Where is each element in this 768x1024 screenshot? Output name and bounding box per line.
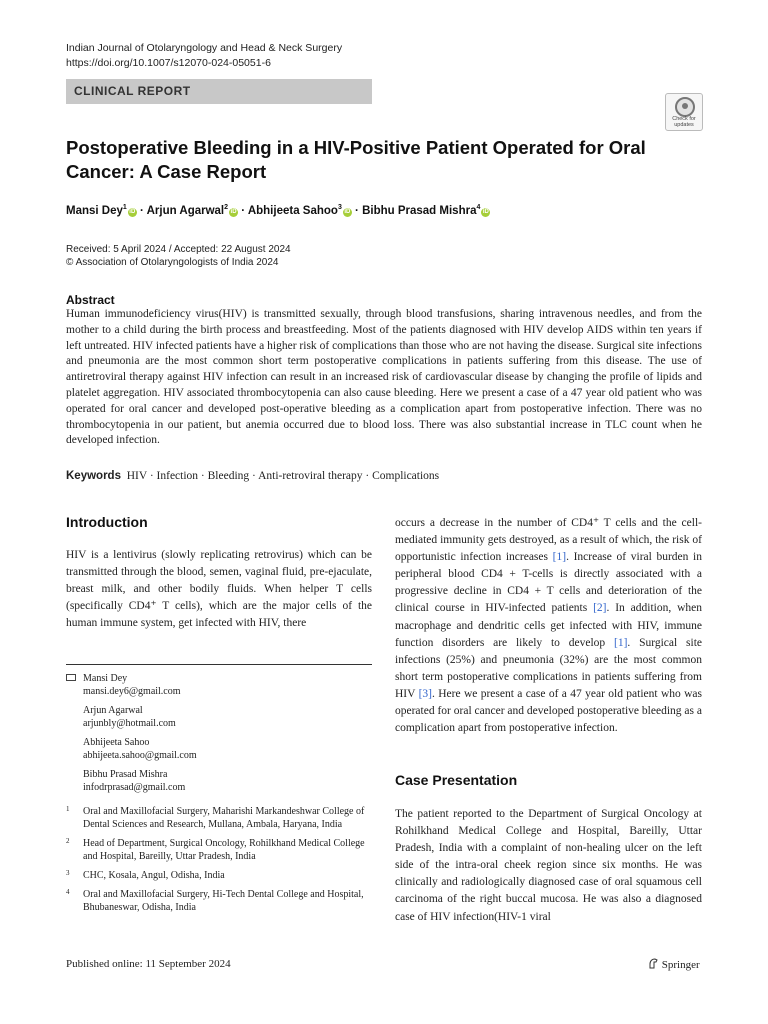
section-banner <box>66 79 372 104</box>
case-presentation-heading: Case Presentation <box>395 772 518 788</box>
contact-name: Bibhu Prasad Mishra <box>83 769 168 780</box>
contact-entry <box>66 768 197 794</box>
affiliation-item <box>66 805 366 831</box>
keywords-list: HIV · Infection · Bleeding · Anti-retroviral therapy · Complications <box>126 470 440 482</box>
contact-entry <box>66 672 197 698</box>
orcid-icon[interactable]: iD <box>482 208 489 215</box>
body-text: . Increase of viral burden in peripheral blood CD4 + T-cells is directly associated with a progressive decline in CD4 + T cells and deterioration of the clinical course in HIV-infected patients <box>395 551 702 615</box>
affiliation-item <box>66 837 366 863</box>
keywords-label: Keywords <box>66 470 121 482</box>
contact-email[interactable]: abhijeeta.sahoo@gmail.com <box>83 750 197 761</box>
affiliation-number: 3 <box>66 869 70 877</box>
publisher-name: Springer <box>661 959 700 971</box>
author-affiliation-num: 4 <box>476 204 481 211</box>
contact-entry <box>66 736 197 762</box>
contact-email[interactable]: mansi.dey6@gmail.com <box>83 686 181 697</box>
introduction-continuation <box>395 515 702 737</box>
received-accepted: Received: 5 April 2024 / Accepted: 22 August 2024 <box>66 244 291 255</box>
affiliation-list <box>66 805 366 920</box>
author-name[interactable]: Arjun Agarwal <box>146 204 225 217</box>
affiliation-text: Oral and Maxillofacial Surgery, Maharishi Markandeshwar College of Dental Sciences and Research, Mullana, Ambala, Haryana, India <box>83 806 365 830</box>
contact-email[interactable]: infodrprasad@gmail.com <box>83 782 186 793</box>
affiliation-text: CHC, Kosala, Angul, Odisha, India <box>83 870 225 881</box>
article-title: Postoperative Bleeding in a HIV-Positive Patient Operated for Oral Cancer: A Case Report <box>66 137 646 182</box>
update-icon <box>675 97 695 117</box>
body-text: . Here we present a case of a 47 year old patient who was operated for oral cancer and developed postoperative bleeding as a complication apart from postoperative infection. <box>395 687 702 735</box>
section-label: CLINICAL REPORT <box>74 84 191 98</box>
introduction-heading: Introduction <box>66 514 148 530</box>
citation-link[interactable]: [2] <box>593 602 607 615</box>
author-affiliation-num: 3 <box>337 204 342 211</box>
orcid-icon[interactable]: iD <box>129 208 136 215</box>
affiliation-number: 2 <box>66 837 70 845</box>
published-date: Published online: 11 September 2024 <box>66 958 231 970</box>
check-updates-label: Check for updates <box>672 116 696 128</box>
introduction-paragraph: HIV is a lentivirus (slowly replicating retrovirus) which can be transmitted through the blood, semen, vaginal fluid, pre-ejaculate, breast milk, and other bodily fluids. When helper T cells (specifically CD4⁺ T cells), which are the major cells of the human immune system, get infected with HIV, there <box>66 549 372 630</box>
article-dates <box>66 243 291 269</box>
author-affiliation-num: 2 <box>224 204 229 211</box>
contact-name: Arjun Agarwal <box>83 705 143 716</box>
footnote-divider <box>66 664 372 665</box>
body-text: occurs a decrease in the number of CD4⁺ T cells and the cell-mediated immunity gets destroyed, as a result of which, the risk of opportunistic infection increases <box>395 517 702 564</box>
contact-email[interactable]: arjunbly@hotmail.com <box>83 718 176 729</box>
body-text: . Surgical site infections (25%) and pneumonia (32%) are the most common short term postoperative complications in patients suffering from HIV <box>395 636 703 700</box>
affiliation-text: Head of Department, Surgical Oncology, Rohilkhand Medical College and Hospital, Bareilly, Uttar Pradesh, India <box>83 838 365 862</box>
abstract-heading: Abstract <box>66 293 115 307</box>
publisher-logo <box>648 958 700 971</box>
contact-name: Abhijeeta Sahoo <box>83 737 150 748</box>
affiliation-number: 1 <box>66 805 70 813</box>
case-presentation-text: The patient reported to the Department of Surgical Oncology at Rohilkhand Medical College and Hospital, Bareilly, Uttar Pradesh, India with a complaint of non-healing ulcer on the left side of the intra-oral cheek region since six months. He was clinically and radiologically diagnosed case of oral squamous cell carcinoma of the right buccal mucosa. He was also a diagnosed case of HIV infection(HIV-1 viral <box>395 808 702 923</box>
body-text: . In addition, when macrophage and dendritic cells get infected with HIV, immune function disorders are likely to develop <box>395 602 702 649</box>
corresponding-contacts <box>66 672 197 800</box>
journal-name: Indian Journal of Otolaryngology and Head & Neck Surgery <box>66 42 343 54</box>
affiliation-number: 4 <box>66 888 70 896</box>
orcid-icon[interactable]: iD <box>230 208 237 215</box>
doi-link[interactable]: https://doi.org/10.1007/s12070-024-05051-6 <box>66 57 271 69</box>
abstract-text: Human immunodeficiency virus(HIV) is transmitted sexually, through blood transfusions, sharing intravenous needles, and from the mother to a child during the birth process and breastfeeding. Most of the patients diagnosed with HIV develop AIDS within ten years if left untreated. HIV infected patients have a higher risk of complications than those who are not having the disease. Surgical site infections and pneumonia are the most common short term postoperative complications in patients suffering from this disease. The use of antiretroviral therapy against HIV infection can result in an increased risk of cardiovascular disease by changing the profile of lipids and platelet aggregation. HIV associated thrombocytopenia can also cause bleeding. Here we present a case of a 47 year old patient who was operated for oral cancer and developed post-operative bleeding as a complication apart from postoperative infection. There was no thrombocytopenia in our patient, but anemia occurred due to blood loss. There was also substantial increase in TLC count when he developed infection. <box>66 308 702 447</box>
author-name[interactable]: Bibhu Prasad Mishra <box>362 204 477 217</box>
author-name[interactable]: Abhijeeta Sahoo <box>247 204 338 217</box>
affiliation-item <box>66 888 366 914</box>
affiliation-text: Oral and Maxillofacial Surgery, Hi-Tech Dental College and Hospital, Bhubaneswar, Odisha, India <box>83 889 364 913</box>
envelope-icon <box>66 674 76 681</box>
springer-horse-icon <box>648 958 659 969</box>
citation-link[interactable]: [3] <box>418 687 433 700</box>
citation-link[interactable]: [1] <box>613 636 628 649</box>
affiliation-item <box>66 869 366 882</box>
citation-link[interactable]: [1] <box>552 551 567 564</box>
copyright: © Association of Otolaryngologists of India 2024 <box>66 257 279 268</box>
keywords <box>66 470 439 482</box>
check-for-updates-badge[interactable] <box>665 93 703 131</box>
author-affiliation-num: 1 <box>122 204 127 211</box>
author-list: Mansi Dey$^1$iD · Arjun Agarwal$^2$iD · Abhijeeta Sahoo$^3$iD · Bibhu Prasad Mishra$^4$iD <box>66 204 489 217</box>
journal-header <box>66 41 342 71</box>
contact-name: Mansi Dey <box>83 673 128 684</box>
contact-entry <box>66 704 197 730</box>
author-name[interactable]: Mansi Dey <box>66 204 123 217</box>
orcid-icon[interactable]: iD <box>344 208 351 215</box>
